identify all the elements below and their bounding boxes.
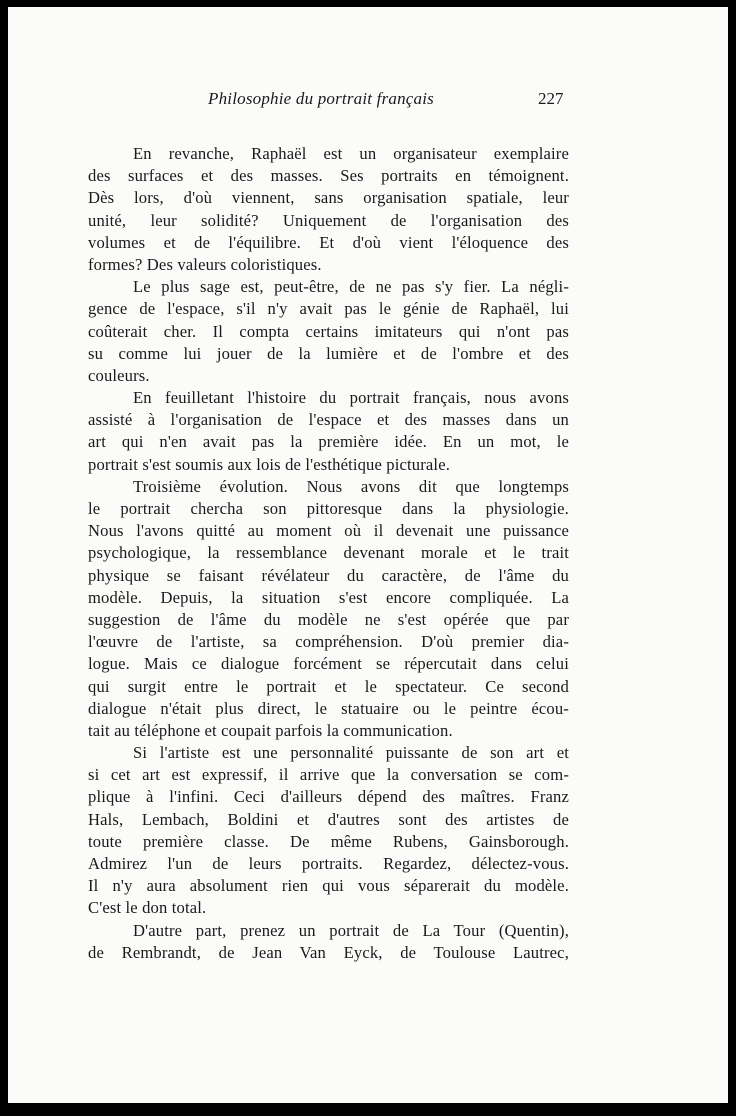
text-line: Dès lors, d'où viennent, sans organisation spatiale, leur bbox=[88, 188, 569, 208]
text-line: plique à l'infini. Ceci d'ailleurs dépend des maîtres. Franz bbox=[88, 787, 569, 807]
page-number: 227 bbox=[538, 89, 564, 108]
text-line: le portrait chercha son pittoresque dans la physiologie. bbox=[88, 499, 569, 518]
text-line: Hals, Lembach, Boldini et d'autres sont des artistes de bbox=[88, 809, 569, 829]
text-line: modèle. Depuis, la situation s'est encore compliquée. La bbox=[88, 587, 569, 607]
text-line: portrait s'est soumis aux lois de l'esthétique picturale. bbox=[88, 454, 451, 474]
text-line: Le plus sage est, peut-être, de ne pas s'y fier. La négli- bbox=[133, 277, 569, 297]
text-line: coûterait cher. Il compta certains imitateurs qui n'ont pas bbox=[88, 321, 569, 341]
text-line: de Rembrandt, de Jean Van Eyck, de Toulouse Lautrec, bbox=[88, 942, 569, 962]
paragraph bbox=[88, 742, 569, 920]
text-line: formes? Des valeurs coloristiques. bbox=[88, 254, 322, 274]
paragraph bbox=[88, 387, 569, 476]
page-header bbox=[8, 89, 728, 115]
paragraph bbox=[88, 276, 569, 387]
text-line: qui surgit entre le portrait et le spectateur. Ce second bbox=[88, 676, 569, 696]
text-line: Admirez l'un de leurs portraits. Regardez, délectez-vous. bbox=[88, 854, 569, 873]
text-line: psychologique, la ressemblance devenant morale et le trait bbox=[88, 543, 569, 563]
text-line: art qui n'en avait pas la première idée. En un mot, le bbox=[88, 432, 569, 452]
text-line: couleurs. bbox=[88, 365, 150, 385]
text-line: gence de l'espace, s'il n'y avait pas le génie de Raphaël, lui bbox=[88, 299, 569, 319]
body-text bbox=[88, 143, 569, 964]
text-line: dialogue n'était plus direct, le statuaire ou le peintre écou- bbox=[88, 698, 569, 718]
text-line: l'œuvre de l'artiste, sa compréhension. D'où premier dia- bbox=[88, 632, 569, 652]
text-line: volumes et de l'équilibre. Et d'où vient l'éloquence des bbox=[88, 232, 569, 252]
text-line: des surfaces et des masses. Ses portraits en témoignent. bbox=[88, 166, 569, 186]
text-line: assisté à l'organisation de l'espace et des masses dans un bbox=[88, 410, 569, 430]
text-line: Troisième évolution. Nous avons dit que longtemps bbox=[133, 476, 569, 496]
text-line: toute première classe. De même Rubens, Gainsborough. bbox=[88, 831, 569, 851]
paragraph bbox=[88, 143, 569, 276]
paragraph bbox=[88, 920, 569, 964]
text-line: En feuilletant l'histoire du portrait français, nous avons bbox=[133, 388, 569, 408]
text-line: Si l'artiste est une personnalité puissante de son art et bbox=[133, 743, 569, 763]
text-line: su comme lui jouer de la lumière et de l'ombre et des bbox=[88, 343, 569, 363]
book-page bbox=[8, 7, 728, 1103]
text-line: C'est le don total. bbox=[88, 898, 207, 918]
text-line: Il n'y aura absolument rien qui vous séparerait du modèle. bbox=[88, 876, 569, 896]
text-line: logue. Mais ce dialogue forcément se répercutait dans celui bbox=[88, 654, 569, 674]
text-line: suggestion de l'âme du modèle ne s'est opérée que par bbox=[88, 609, 569, 629]
text-line: si cet art est expressif, il arrive que la conversation se com- bbox=[88, 765, 569, 785]
text-line: D'autre part, prenez un portrait de La Tour (Quentin), bbox=[133, 920, 569, 940]
text-line: Nous l'avons quitté au moment où il devenait une puissance bbox=[88, 521, 569, 541]
text-line: unité, leur solidité? Uniquement de l'organisation des bbox=[88, 210, 569, 230]
text-line: tait au téléphone et coupait parfois la communication. bbox=[88, 720, 453, 740]
paragraph bbox=[88, 476, 569, 742]
running-title: Philosophie du portrait français bbox=[208, 89, 434, 108]
text-line: physique se faisant révélateur du caractère, de l'âme du bbox=[88, 565, 569, 585]
text-line: En revanche, Raphaël est un organisateur exemplaire bbox=[133, 144, 569, 163]
